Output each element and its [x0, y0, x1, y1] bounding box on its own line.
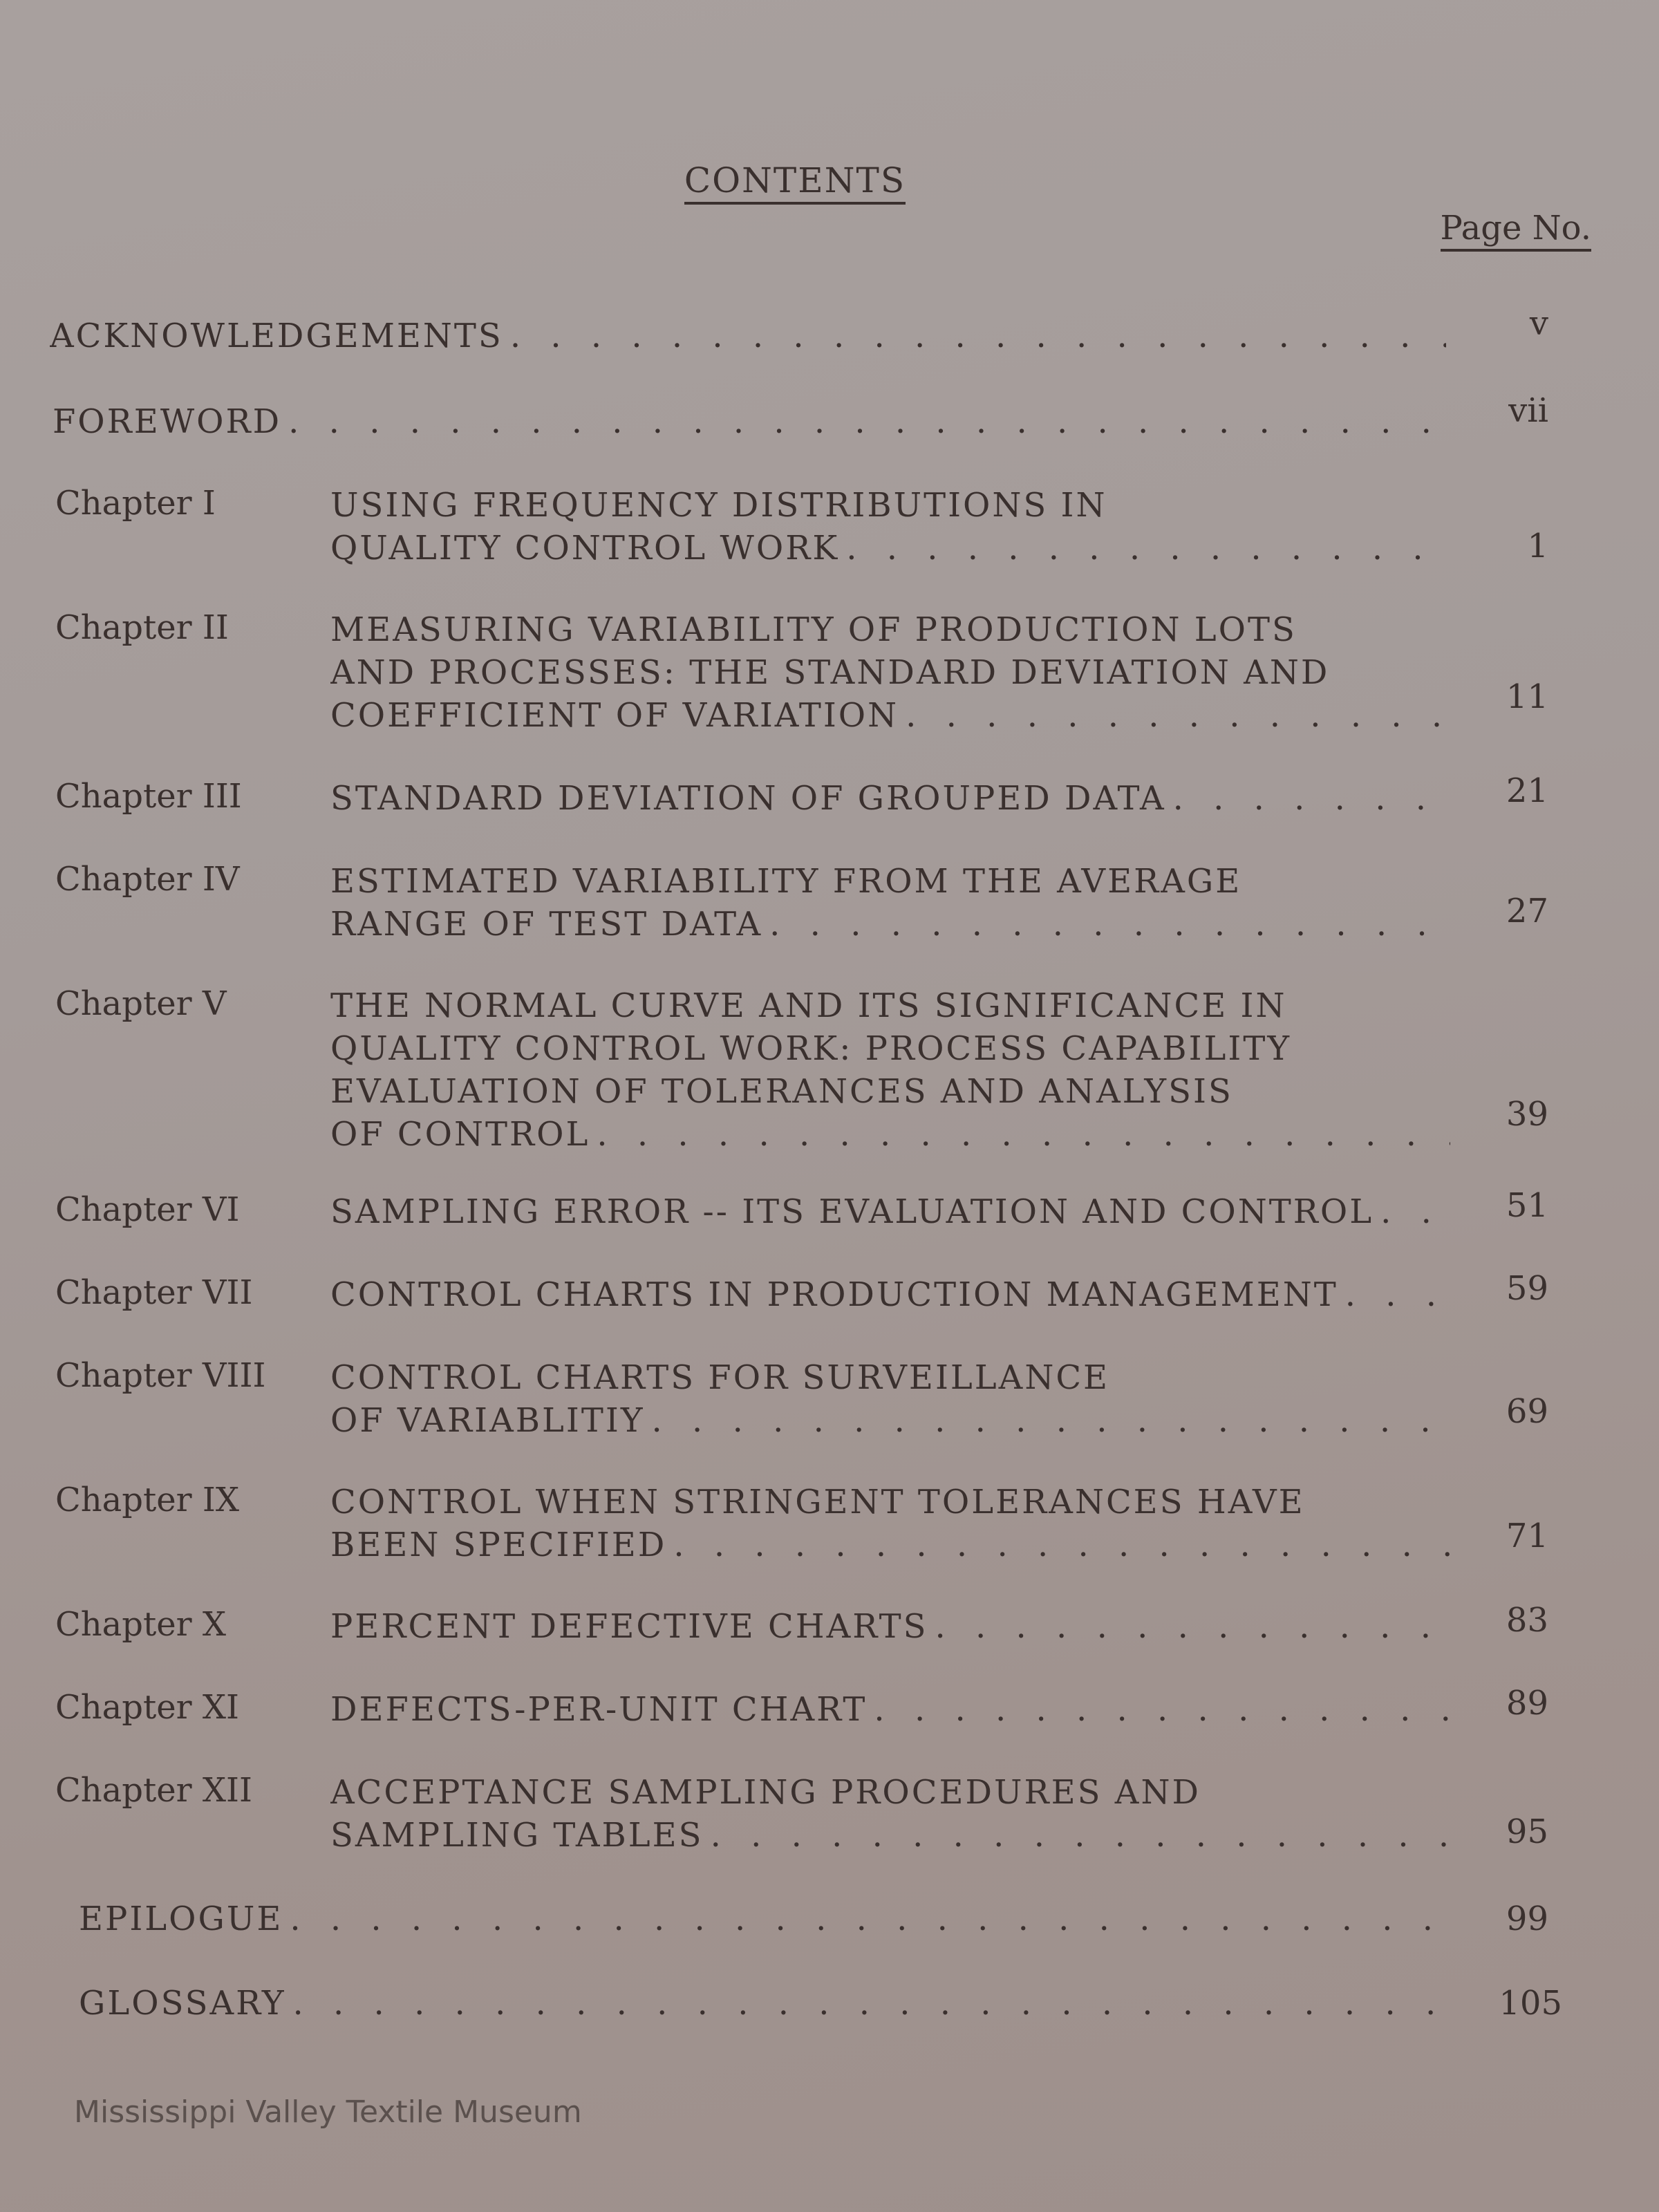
- contents-page: CONTENTS Page No. ACKNOWLEDGEMENTS . . . v FOREWORD . . . vii Chapter I USING FREQUENCY DISTRIBUTIONS IN QUALITY CONTROL WORK . . . 1 Chapter II MEASURING VARIABILITY OF PRODUCTION LOTS AND PROCESSES: THE STANDARD DEVIATION AND COEFFICIENT OF VARIATION . . . 11 Chapter III STANDARD DEVIATION OF GROUPED DATA . . . 21 Chapter IV ESTIMATED VARIABILITY FROM THE AVERAGE RANGE OF TEST DATA . . . 27 Chapter V THE NORMAL CURVE AND ITS SIGNIFICANCE IN QUALITY CONTROL WORK: PROCESS CAPABILITY EVALUATION OF TOLERANCES AND ANALYSIS OF CONTROL . . . 39 Chapter VI SAMPLING ERROR -- ITS EVALUATION AND CONTROL . . . 51 Chapter VII CONTROL CHARTS IN PRODUCTION MANAGEMENT . . . 59 Chapter VIII CONTROL CHARTS FOR SURVEILLANCE OF VARIABLITIY . . . 69 Chapter IX CONTROL WHEN STRINGENT TOLERANCES HAVE BEEN SPECIFIED . . . 71 Chapter X PERCENT DEFECTIVE CHARTS . . . 83 Chapter XI DEFECTS-PER-UNIT CHART . . . 89 Chapter XII ACCEPTANCE SAMPLING PROCEDURES AND SAMPLING TABLES . . . 95 EPILOGUE . . . 99 GLOSSARY . . . 105 Mississippi Valley Textile Museum: [0, 0, 1659, 2212]
- entry-title: GLOSSARY: [79, 1984, 286, 2023]
- chapter-label: Chapter IV: [55, 860, 240, 899]
- entry-page: 39: [1506, 1095, 1548, 1134]
- chapter-label: Chapter I: [55, 484, 216, 523]
- entry-page: 59: [1506, 1269, 1548, 1308]
- entry-page: 27: [1506, 892, 1548, 930]
- entry-page: 99: [1506, 1900, 1548, 1938]
- entry-page: 1: [1527, 527, 1548, 565]
- chapter-label: Chapter III: [55, 777, 242, 816]
- leader-dots: [839, 527, 1450, 570]
- chapter-label: Chapter XII: [55, 1771, 252, 1810]
- leader-dots: [1166, 777, 1450, 820]
- leader-dots: [928, 1605, 1451, 1648]
- leader-dots: [286, 1984, 1452, 2027]
- entry-page: vii: [1508, 391, 1548, 430]
- leader-dots: [281, 402, 1449, 445]
- leader-dots: [899, 694, 1450, 737]
- entry-page: 21: [1506, 771, 1548, 810]
- page-number-header: Page No.: [1441, 209, 1591, 247]
- chapter-label: Chapter VI: [55, 1190, 240, 1229]
- entry-title: EPILOGUE: [79, 1900, 283, 1938]
- entry-page: 105: [1499, 1984, 1562, 2023]
- entry-page: 71: [1506, 1517, 1548, 1555]
- chapter-label: Chapter VII: [55, 1273, 253, 1312]
- chapter-label: Chapter IX: [55, 1481, 240, 1519]
- leader-dots: [867, 1688, 1450, 1731]
- contents-title: CONTENTS: [0, 160, 1590, 200]
- leader-dots: [283, 1900, 1452, 1942]
- chapter-label: Chapter VIII: [55, 1356, 266, 1395]
- chapter-label: Chapter XI: [55, 1688, 240, 1727]
- entry-page: 89: [1506, 1684, 1548, 1723]
- entry-page: v: [1529, 304, 1548, 343]
- entry-page: 95: [1506, 1812, 1548, 1851]
- entry-title: FOREWORD: [53, 402, 282, 441]
- chapter-label: Chapter V: [55, 984, 227, 1023]
- entry-page: 11: [1506, 677, 1548, 716]
- entry-page: 83: [1506, 1601, 1548, 1640]
- leader-dots: [762, 903, 1450, 946]
- museum-watermark: Mississippi Valley Textile Museum: [74, 2094, 582, 2130]
- leader-dots: [503, 317, 1446, 359]
- leader-dots: [1374, 1190, 1450, 1233]
- leader-dots: [704, 1814, 1450, 1857]
- chapter-label: Chapter II: [55, 608, 229, 647]
- leader-dots: [645, 1399, 1450, 1442]
- entry-page: 51: [1506, 1186, 1548, 1225]
- leader-dots: [1338, 1273, 1450, 1316]
- entry-page: 69: [1506, 1392, 1548, 1431]
- entry-title: ACKNOWLEDGEMENTS: [50, 317, 503, 355]
- chapter-label: Chapter X: [55, 1605, 227, 1644]
- leader-dots: [590, 1113, 1450, 1156]
- leader-dots: [666, 1524, 1450, 1566]
